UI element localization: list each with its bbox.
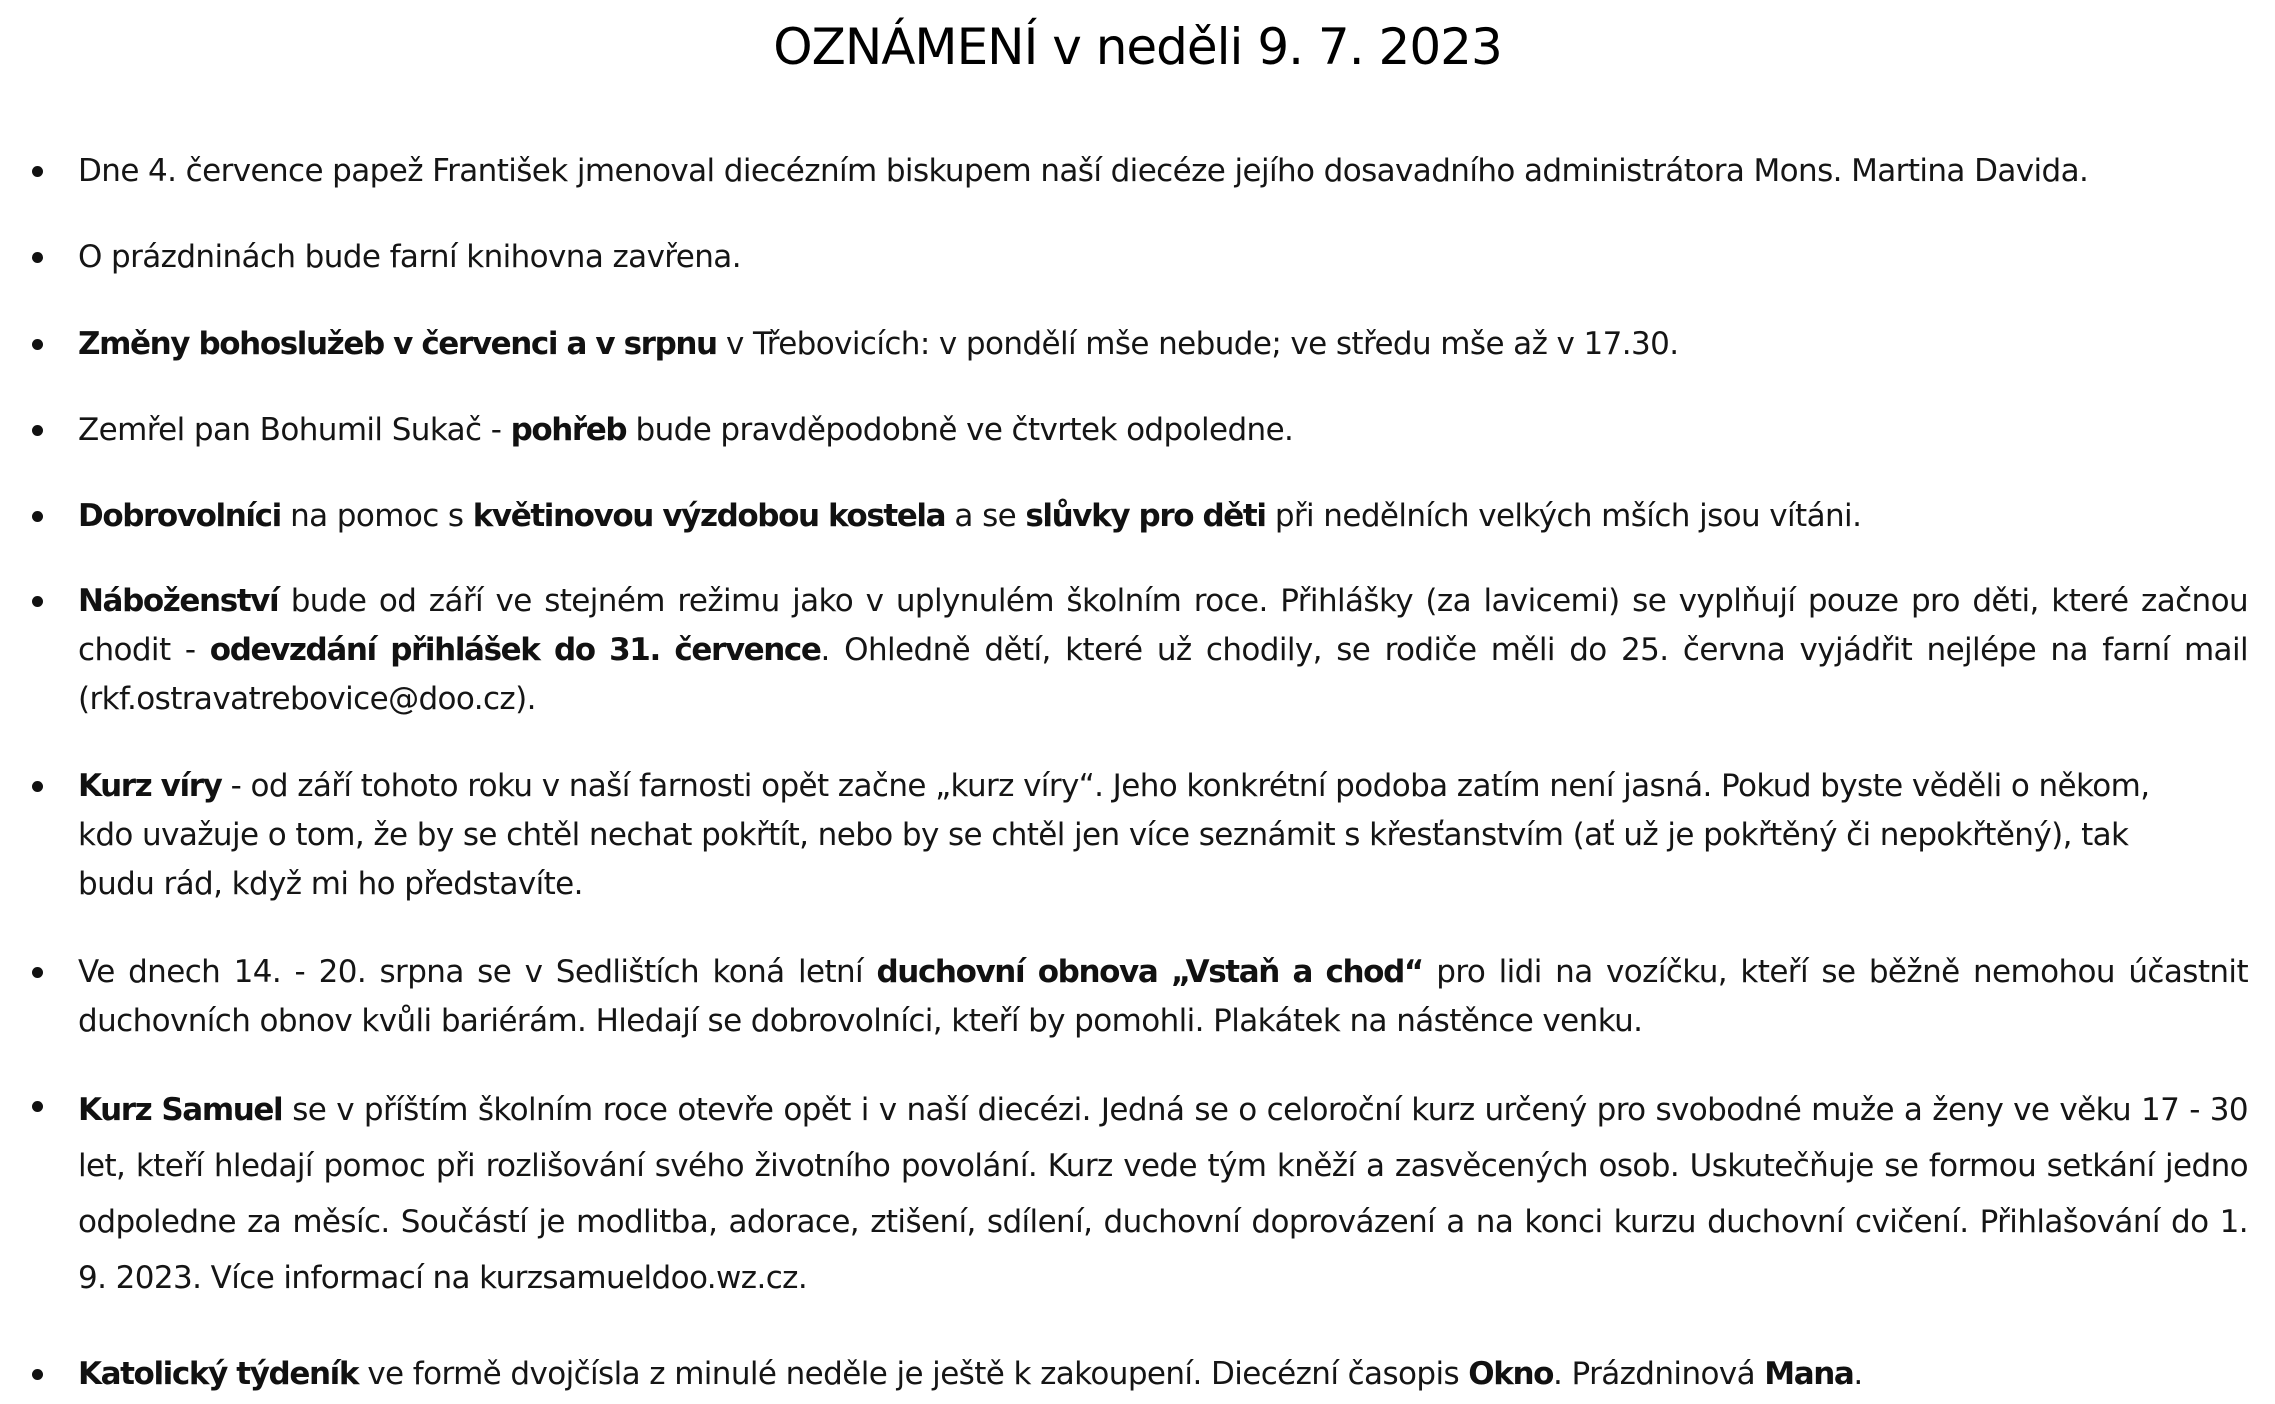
emphasis-text: Kurz víry — [78, 768, 222, 804]
emphasis-text: Katolický týdeník — [78, 1356, 359, 1392]
body-text: bude pravděpodobně ve čtvrtek odpoledne. — [626, 412, 1294, 448]
announcement-item — [78, 948, 2248, 1046]
emphasis-text: pohřeb — [510, 412, 627, 448]
body-text: se v příštím školním roce otevře opět i v naší diecézi. Jedná se o celoroční kurz určený pro svobodné muže a ženy ve věku 17 - 30 let, kteří hledají pomoc při rozlišování svého životního povolání. Kurz vede tým kněží a zasvěcených osob. Uskutečňuje se formou setkání jedno odpoledne za měsíc. Součástí je modlitba, adorace, ztišení, sdílení, duchovní doprovázení a na konci kurzu duchovní cvičení. Přihlašování do 1. 9. 2023. Více informací na kurzsamueldoo.wz.cz. — [78, 1092, 2248, 1296]
announcement-item — [78, 147, 2248, 196]
body-text: a se — [945, 498, 1026, 534]
emphasis-text: slůvky pro děti — [1025, 498, 1266, 534]
body-text: . Prázdninová — [1553, 1356, 1765, 1392]
announcement-item — [78, 233, 2248, 282]
page-title: OZNÁMENÍ v neděli 9. 7. 2023 — [773, 18, 1502, 76]
body-text: O prázdninách bude farní knihovna zavřena. — [78, 239, 741, 275]
body-text: ve formě dvojčísla z minulé neděle je ještě k zakoupení. Diecézní časopis — [358, 1356, 1469, 1392]
body-text: . — [1853, 1356, 1863, 1392]
announcement-item — [78, 1082, 2248, 1306]
body-text: pro lidi na vozíčku, kteří se běžně nemohou účastnit duchovních obnov kvůli bariérám. Hledají se dobrovolníci, kteří by pomohli. Plakátek na nástěnce venku. — [78, 954, 2248, 1039]
announcement-item — [78, 1350, 2248, 1399]
announcement-item — [78, 320, 2248, 369]
emphasis-text: Mana — [1764, 1356, 1854, 1392]
announcement-item — [78, 406, 2248, 455]
body-text: . Ohledně dětí, které už chodily, se rodiče měli do 25. června vyjádřit nejlépe na farní mail (rkf.ostravatrebovice@doo.cz). — [78, 632, 2248, 717]
body-text: Dne 4. července papež František jmenoval diecézním biskupem naší diecéze jejího dosavadního administrátora Mons. Martina Davida. — [78, 153, 2089, 189]
emphasis-text: Okno — [1468, 1356, 1554, 1392]
body-text: v Třebovicích: v pondělí mše nebude; ve středu mše až v 17.30. — [716, 326, 1679, 362]
body-text: na pomoc s — [280, 498, 473, 534]
emphasis-text: Změny bohoslužeb v červenci a v srpnu — [78, 326, 717, 362]
body-text: Ve dnech 14. - 20. srpna se v Sedlištích koná letní — [78, 954, 877, 990]
announcement-item — [78, 577, 2248, 724]
body-text: při nedělních velkých mších jsou vítáni. — [1265, 498, 1862, 534]
emphasis-text: odevzdání přihlášek do 31. července — [209, 632, 821, 668]
emphasis-text: Kurz Samuel — [78, 1092, 283, 1128]
emphasis-text: Náboženství — [78, 583, 279, 619]
emphasis-text: duchovní obnova „Vstaň a chod“ — [876, 954, 1423, 990]
emphasis-text: Dobrovolníci — [78, 498, 281, 534]
body-text: Zemřel pan Bohumil Sukač - — [78, 412, 511, 448]
emphasis-text: květinovou výzdobou kostela — [472, 498, 946, 534]
announcement-item — [78, 492, 2248, 541]
body-text: - od září tohoto roku v naší farnosti opět začne „kurz víry“. Jeho konkrétní podoba zatím není jasná. Pokud byste věděli o někom, kdo uvažuje o tom, že by se chtěl nechat pokřtít, nebo by se chtěl jen více seznámit s křesťanstvím (ať už je pokřtěný či nepokřtěný), tak budu rád, když mi ho představíte. — [78, 768, 2150, 902]
body-text: bude od září ve stejném režimu jako v uplynulém školním roce. Přihlášky (za lavicemi) se vyplňují pouze pro děti, které začnou chodit - — [78, 583, 2248, 668]
announcement-item — [78, 762, 2158, 909]
